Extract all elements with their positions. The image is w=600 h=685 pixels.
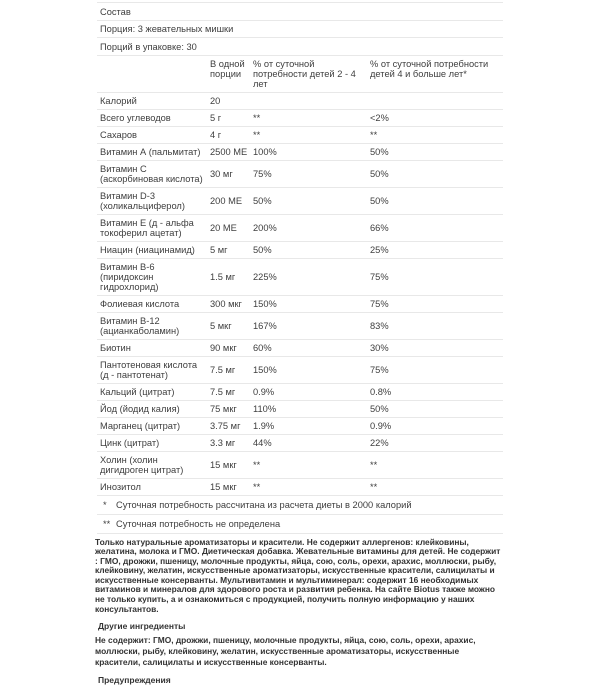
nutrient-name: Йод (йодид калия)	[100, 403, 180, 414]
nutrient-row	[97, 92, 503, 109]
table-header-row	[97, 55, 503, 92]
nutrient-name: Инозитол	[100, 481, 141, 492]
nutrient-dv-2-4: **	[253, 459, 261, 470]
nutrient-dv-4-plus: **	[370, 459, 378, 470]
nutrient-row	[97, 126, 503, 143]
nutrient-dv-2-4: 60%	[253, 342, 272, 353]
nutrient-amount: 4 г	[210, 129, 222, 140]
footnote-row	[97, 495, 503, 514]
nutrient-name: Сахаров	[100, 129, 137, 140]
nutrient-dv-4-plus: 50%	[370, 168, 389, 179]
nutrient-amount: 300 мкг	[210, 298, 242, 309]
section-title	[97, 2, 503, 20]
nutrient-row	[97, 478, 503, 495]
nutrient-table-body	[97, 92, 503, 495]
nutrient-row	[97, 295, 503, 312]
nutrient-row	[97, 400, 503, 417]
nutrient-dv-4-plus: **	[370, 481, 378, 492]
nutrient-name: Холин (холин дигидроген цитрат)	[100, 454, 184, 475]
nutrient-dv-4-plus: 75%	[370, 298, 389, 309]
nutrient-name: Витамин А (пальмитат)	[100, 146, 201, 157]
nutrient-name: Витамин D-3 (холикальциферол)	[100, 190, 185, 211]
section-title-label: Состав	[100, 6, 131, 17]
footnote-row	[97, 514, 503, 534]
nutrient-amount: 200 МЕ	[210, 195, 243, 206]
nutrient-dv-2-4: 1.9%	[253, 420, 275, 431]
nutrient-name: Биотин	[100, 342, 131, 353]
nutrient-dv-2-4: 225%	[253, 271, 277, 282]
nutrient-amount: 5 мг	[210, 244, 228, 255]
footnote-text: Суточная потребность не определена	[116, 518, 281, 529]
nutrient-dv-4-plus: 22%	[370, 437, 389, 448]
nutrient-row	[97, 383, 503, 400]
serving-size-row	[97, 20, 503, 38]
nutrient-name: Калорий	[100, 95, 137, 106]
footnote-mark: **	[103, 518, 111, 529]
nutrient-amount: 20 МЕ	[210, 222, 237, 233]
nutrient-dv-2-4: 75%	[253, 168, 272, 179]
nutrient-dv-2-4: **	[253, 112, 261, 123]
nutrient-amount: 15 мкг	[210, 481, 237, 492]
nutrient-amount: 7.5 мг	[210, 364, 236, 375]
nutrient-name: Кальций (цитрат)	[100, 386, 175, 397]
nutrient-row	[97, 258, 503, 295]
nutrient-name: Цинк (цитрат)	[100, 437, 160, 448]
product-description-text: Только натуральные ароматизаторы и красители. Не содержит аллергенов: клейковины, желатина, молока и ГМО. Диетическая добавка. Жевательные витамины для детей. Не содержит : ГМО, дрожжи, пшеницу, молочные продукты, яйца, сою, соль, орехи, арахис, моллюски, рыбу, клейковину, желатин, искусственные ароматизаторы, искусственные красители, салицилаты и искусственные консерванты. Мультивитамин и мультиминерал: содержит 16 необходимых витаминов и минералов для здорового роста и развития ребенка. На сайте Biotus также можно не только купить, а и ознакомиться с продукцией, получить полную информацию у наших консультантов.	[95, 536, 501, 614]
nutrient-amount: 2500 МЕ	[210, 146, 248, 157]
nutrient-amount: 1.5 мг	[210, 271, 236, 282]
nutrient-dv-2-4: 44%	[253, 437, 272, 448]
nutrient-name: Фолиевая кислота	[100, 298, 180, 309]
nutrient-dv-4-plus: 50%	[370, 403, 389, 414]
nutrient-amount: 20	[210, 95, 221, 106]
header-dv-children-2-4: % от суточной потребности детей 2 - 4 лет	[253, 58, 356, 89]
nutrient-amount: 75 мкг	[210, 403, 237, 414]
servings-per-container-row	[97, 37, 503, 55]
nutrient-dv-4-plus: 30%	[370, 342, 389, 353]
nutrient-row	[97, 109, 503, 126]
serving-size-label: Порция: 3 жевательных мишки	[100, 24, 234, 34]
nutrient-dv-4-plus: **	[370, 129, 378, 140]
footnotes	[97, 495, 503, 534]
nutrient-row	[97, 143, 503, 160]
nutrient-dv-4-plus: 83%	[370, 320, 389, 331]
footnote-mark: *	[103, 499, 107, 510]
nutrient-row	[97, 339, 503, 356]
other-ingredients-text: Не содержит: ГМО, дрожжи, пшеницу, молочные продукты, яйца, сою, соль, орехи, арахис, моллюски, рыбу, клейковину, желатин, искусственные ароматизаторы, искусственные красители, салицилаты и искусственные консерванты.	[95, 635, 476, 667]
nutrient-name: Пантотеновая кислота (д - пантотенат)	[100, 359, 198, 380]
nutrient-dv-2-4: 0.9%	[253, 386, 275, 397]
nutrient-dv-4-plus: 25%	[370, 244, 389, 255]
nutrient-dv-2-4: 167%	[253, 320, 277, 331]
other-ingredients-heading: Другие ингредиенты	[98, 621, 186, 632]
warnings-heading: Предупреждения	[98, 674, 171, 685]
nutrient-dv-4-plus: 75%	[370, 364, 389, 375]
supplement-facts-panel	[97, 2, 503, 685]
nutrient-row	[97, 356, 503, 383]
nutrient-dv-2-4: 200%	[253, 222, 277, 233]
nutrient-name: Витамин В-6 (пиридоксин гидрохлорид)	[100, 261, 159, 292]
nutrient-dv-2-4: 100%	[253, 146, 277, 157]
nutrient-row	[97, 434, 503, 451]
nutrient-amount: 15 мкг	[210, 459, 237, 470]
nutrient-amount: 3.75 мг	[210, 420, 241, 431]
nutrient-dv-2-4: **	[253, 481, 261, 492]
nutrient-dv-2-4: **	[253, 129, 261, 140]
nutrient-row	[97, 451, 503, 478]
nutrient-dv-2-4: 110%	[253, 403, 277, 414]
nutrient-name: Витамин Е (д - альфа токоферил ацетат)	[100, 217, 194, 238]
nutrient-dv-4-plus: 66%	[370, 222, 389, 233]
nutrient-dv-4-plus: 75%	[370, 271, 389, 282]
header-amount-per-serving: В одной порции	[210, 58, 245, 79]
nutrient-amount: 5 мкг	[210, 320, 232, 331]
nutrient-amount: 90 мкг	[210, 342, 237, 353]
nutrient-dv-4-plus: 50%	[370, 146, 389, 157]
nutrient-dv-2-4: 50%	[253, 244, 272, 255]
nutrient-row	[97, 241, 503, 258]
nutrient-row	[97, 214, 503, 241]
footnote-text: Суточная потребность рассчитана из расчета диеты в 2000 калорий	[116, 499, 412, 510]
nutrient-dv-4-plus: 0.8%	[370, 386, 392, 397]
nutrient-row	[97, 187, 503, 214]
nutrient-dv-4-plus: <2%	[370, 112, 389, 123]
servings-per-container-label: Порций в упаковке: 30	[100, 41, 197, 52]
nutrient-name: Всего углеводов	[100, 112, 171, 123]
nutrient-name: Витамин С (аскорбиновая кислота)	[100, 163, 203, 184]
nutrient-row	[97, 417, 503, 434]
nutrient-dv-2-4: 150%	[253, 298, 277, 309]
nutrient-row	[97, 312, 503, 339]
nutrient-dv-2-4: 50%	[253, 195, 272, 206]
nutrient-dv-2-4: 150%	[253, 364, 277, 375]
nutrient-name: Марганец (цитрат)	[100, 420, 181, 431]
nutrient-amount: 7.5 мг	[210, 386, 236, 397]
header-dv-children-4-plus: % от суточной потребности детей 4 и больше лет*	[370, 58, 489, 79]
nutrient-name: Витамин В-12 (ацианкаболамин)	[100, 315, 180, 336]
nutrient-dv-4-plus: 50%	[370, 195, 389, 206]
nutrient-amount: 3.3 мг	[210, 437, 236, 448]
nutrient-dv-4-plus: 0.9%	[370, 420, 392, 431]
nutrient-amount: 5 г	[210, 112, 222, 123]
nutrient-amount: 30 мг	[210, 168, 233, 179]
nutrient-row	[97, 160, 503, 187]
nutrient-name: Ниацин (ниацинамид)	[100, 244, 195, 255]
